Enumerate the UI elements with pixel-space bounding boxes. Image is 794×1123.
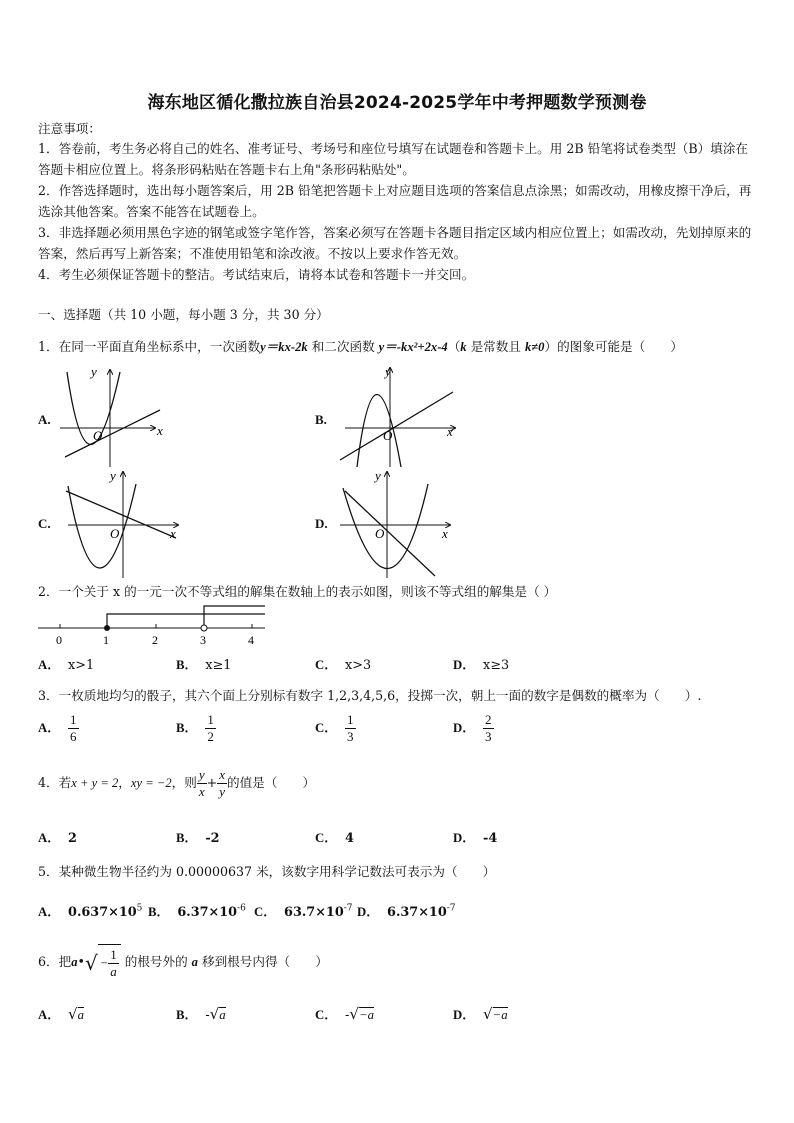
q1-option-c-label: C. (38, 516, 51, 531)
svg-text:x: x (157, 423, 163, 438)
q5-option-c: C． $63.7\times 10^{-7}$ (254, 903, 353, 920)
solution-bracket-2 (204, 606, 265, 628)
q2-option-d: D． x≥3 (453, 658, 510, 673)
note-item-2: 2．作答选择题时，选出每小题答案后，用 2B 铅笔把答题卡上对应题目选项的答案信息点涂黑；如需改动，用橡皮擦干净后，再选涂其他答案。答案不能答在试题卷上。 (38, 183, 752, 219)
svg-text:2: 2 (152, 633, 158, 647)
q6-option-d: D． √−a (453, 1005, 508, 1023)
q4-option-a: A． 2 (38, 831, 77, 846)
q1-graph-c (58, 466, 188, 581)
line (65, 410, 160, 457)
closed-dot (104, 625, 110, 631)
q4-option-d: D． -4 (453, 831, 498, 846)
svg-text:1: 1 (103, 633, 109, 647)
svg-text:x: x (447, 424, 453, 439)
q3-option-d: D． $\frac{2}{3}$ (453, 712, 492, 744)
exam-title: 海东地区循化撒拉族自治县2024-2025学年中考押题数学预测卷 (147, 93, 647, 113)
q2-option-b: B． x≥1 (176, 658, 232, 673)
svg-text:y: y (91, 364, 97, 379)
note-item-1: 1．答卷前，考生务必将自己的姓名、准考证号、考场号和座位号填写在试题卷和答题卡上。用 2B 铅笔将试卷类型（B）填涂在答题卡相应位置上。将条形码粘贴在答题卡右上角"条形码粘贴处"。 (38, 141, 749, 177)
note-item-4: 4．考生必须保证答题卡的整洁。考试结束后，请将本试卷和答题卡一并交回。 (38, 267, 475, 282)
q3-option-c: C． $\frac{1}{3}$ (315, 712, 354, 744)
q4-option-c: C． 4 (315, 831, 354, 846)
solution-bracket-1 (107, 614, 265, 628)
q6-option-c: C． -√−a (315, 1005, 374, 1023)
svg-text:0: 0 (56, 633, 62, 647)
svg-text:O: O (110, 526, 120, 541)
svg-text:O: O (93, 428, 103, 443)
svg-text:x: x (170, 526, 176, 541)
svg-text:4: 4 (248, 633, 254, 647)
svg-text:y: y (375, 468, 381, 483)
q2-option-c: C． x>3 (315, 658, 372, 673)
q1-graph-d (335, 466, 460, 581)
q4-option-b: B． -2 (176, 831, 220, 846)
open-dot (201, 625, 207, 631)
svg-text:y: y (385, 364, 391, 379)
notes-heading: 注意事项： (38, 121, 101, 136)
svg-text:O: O (375, 526, 385, 541)
q3-option-b: B． $\frac{1}{2}$ (176, 712, 214, 744)
question-2-stem: 2．一个关于 x 的一元一次不等式组的解集在数轴上的表示如图，则该不等式组的解集是（ ） (38, 584, 557, 599)
svg-text:3: 3 (200, 633, 206, 647)
q1-option-d-label: D. (315, 516, 328, 531)
q5-option-b: B． $6.37\times 10^{-6}$ (148, 903, 246, 920)
line (340, 392, 453, 460)
q2-option-a: A． x>1 (38, 658, 95, 673)
parabola (357, 395, 401, 468)
q6-option-a: A． √a (38, 1005, 85, 1023)
note-item-3: 3．非选择题必须用黑色字迹的钢笔或签字笔作答，答案必须写在答题卡各题目指定区域内相应位置上；如需改动，先划掉原来的答案，然后再写上新答案；不准使用铅笔和涂改液。不按以上要求作答无效。 (38, 225, 752, 261)
q1-graph-a (55, 362, 175, 472)
q1-option-a-label: A. (38, 412, 51, 427)
question-1-stem: 1．在同一平面直角坐标系中，一次函数y＝kx-2k 和二次函数 y＝-kx²+2x-4（k 是常数且 k≠0）的图象可能是（ ） (38, 339, 684, 354)
q1-option-b-label: B. (315, 412, 327, 427)
q1-graph-b (335, 362, 465, 472)
svg-text:y: y (110, 468, 116, 483)
question-3-stem: 3．一枚质地均匀的骰子，其六个面上分别标有数字 1,2,3,4,5,6，投掷一次，朝上一面的数字是偶数的概率为（ ）. (38, 688, 702, 703)
line (66, 491, 176, 538)
q5-option-d: D． $6.37\times 10^{-7}$ (357, 903, 456, 920)
section-heading: 一、选择题（共 10 小题，每小题 3 分，共 30 分） (38, 307, 329, 322)
parabola (343, 484, 428, 569)
q3-option-a: A． $\frac{1}{6}$ (38, 712, 77, 744)
question-4-stem: 4．若x + y = 2，xy = −2，则 $\frac{y}{x}$ + $\frac{x}{y}$ 的值是（ ） (38, 767, 316, 799)
question-6-stem: 6．把a•√ − $\frac{1}{a}$ 的根号外的 a 移到根号内得（ ） (38, 944, 328, 981)
question-5-stem: 5．某种微生物半径约为 0.00000637 米，该数字用科学记数法可表示为（ ） (38, 864, 496, 879)
q5-option-a: A． $0.637\times 10^5$ (38, 903, 143, 920)
svg-text:x: x (442, 526, 448, 541)
svg-text:O: O (383, 428, 393, 443)
number-line (30, 604, 275, 648)
q6-option-b: B． -√a (176, 1005, 226, 1023)
